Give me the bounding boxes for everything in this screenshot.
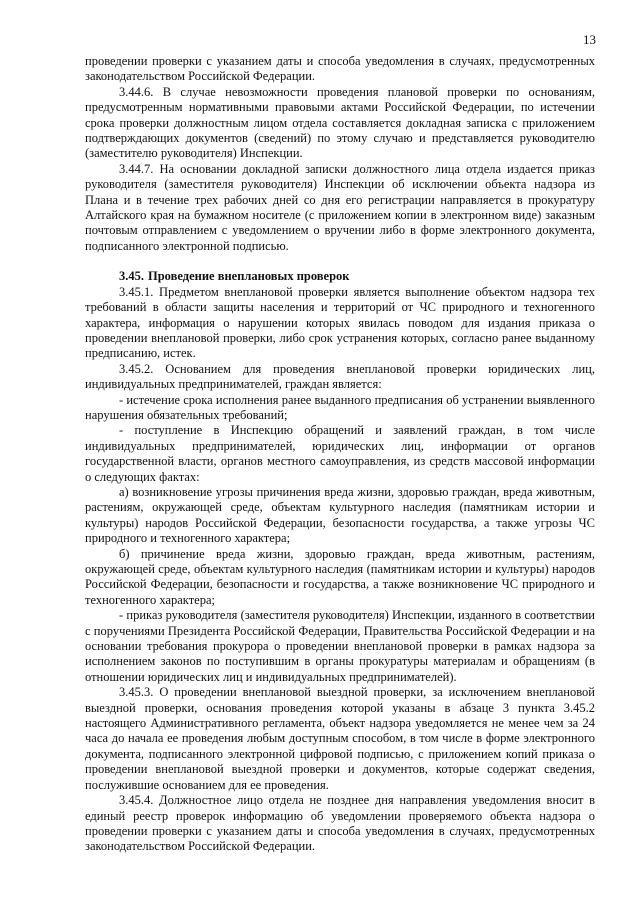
section-heading: [85, 269, 595, 284]
list-item: - поступление в Инспекцию обращений и заявлений граждан, в том числе индивидуальных предпринимателей, юридических лиц, информации от органов государственной власти, органов местного самоуправления, из средств массовой информации о следующих фактах:: [85, 423, 595, 484]
paragraph-3-45-2: 3.45.2. Основанием для проведения внеплановой проверки юридических лиц, индивидуальных предпринимателей, граждан является:: [85, 361, 595, 392]
paragraph-3-44-7: 3.44.7. На основании докладной записки должностного лица отдела издается приказ руководителя (заместителя руководителя) Инспекции об исключении объекта надзора из Плана и в течение трех рабочих дней со дня его регистрации направляется в прокуратуру Алтайского края на бумажном носителе (с приложением копии в электронном виде) заказным почтовым отправлением с уведомлением о вручении либо в форме электронного документа, подписанного электронной подписью.: [85, 161, 595, 253]
paragraph-3-45-1: 3.45.1. Предметом внеплановой проверки является выполнение объектом надзора тех требований в области защиты населения и территорий от ЧС природного и техногенного характера, информация о нарушении которых явилась поводом для издания приказа о проведении внеплановой проверки, либо срок устранения которых, согласно ранее выданному предписанию, истек.: [85, 284, 595, 361]
list-item: - приказ руководителя (заместителя руководителя) Инспекции, изданного в соответствии с поручениями Президента Российской Федерации, Правительства Российской Федерации и на основании требования прокурора о проведении внеплановой проверки в рамках надзора за исполнением законов по поступившим в органы прокуратуры материалам и обращениям (в отношении юридических лиц и индивидуальных предпринимателей).: [85, 608, 595, 684]
paragraph-3-45-3: 3.45.3. О проведении внеплановой выездной проверки, за исключением внеплановой выездной проверки, основания проведения которой указаны в абзаце 3 пункта 3.45.2 настоящего Административного регламента, объект надзора уведомляется не менее чем за 24 часа до начала ее проведения любым доступным способом, в том числе в форме электронного документа, подписанного электронной цифровой подписью, с приложением копий приказа о проведении внеплановой выездной проверки и документов, которые содержат сведения, послужившие основанием для ее проведения.: [85, 685, 595, 792]
paragraph: проведении проверки с указанием даты и способа уведомления в случаях, предусмотренных законодательством Российской Федерации.: [85, 54, 595, 84]
list-item: - истечение срока исполнения ранее выданного предписания об устранении выявленного нарушения обязательных требований;: [85, 392, 595, 422]
page-number: 13: [583, 32, 596, 47]
paragraph-3-45-4: 3.45.4. Должностное лицо отдела не позднее дня направления уведомления вносит в единый реестр проверок информацию об уведомлении проверяемого объекта надзора о проведении проверки с указанием даты и способа уведомления в случаях, предусмотренных законодательством Российской Федерации.: [85, 793, 595, 854]
section-title: Проведение внеплановых проверок: [148, 269, 350, 284]
spacer: [85, 254, 595, 269]
section-number: 3.45.: [119, 269, 144, 284]
list-item-a: а) возникновение угрозы причинения вреда жизни, здоровью граждан, вреда животным, растениям, окружающей среде, объектам культурного наследия (памятникам истории и культуры) народов Российской Федерации, безопасности государства, а также угрозы ЧС природного и техногенного характера;: [85, 484, 595, 546]
document-body: [85, 54, 595, 855]
list-item-b: б) причинение вреда жизни, здоровью граждан, вреда животным, растениям, окружающей среде, объектам культурного наследия (памятникам истории и культуры) народов Российской Федерации, безопасности и государства, а также возникновение ЧС природного и техногенного характера;: [85, 546, 595, 607]
paragraph-3-44-6: 3.44.6. В случае невозможности проведения плановой проверки по основаниям, предусмотренным нормативными правовыми актами Российской Федерации, по истечении срока проверки должностным лицом отдела составляется докладная записка с приложением подтверждающих документов (сведений) по этому случаю и представляется руководителю (заместителю руководителя) Инспекции.: [85, 84, 595, 161]
